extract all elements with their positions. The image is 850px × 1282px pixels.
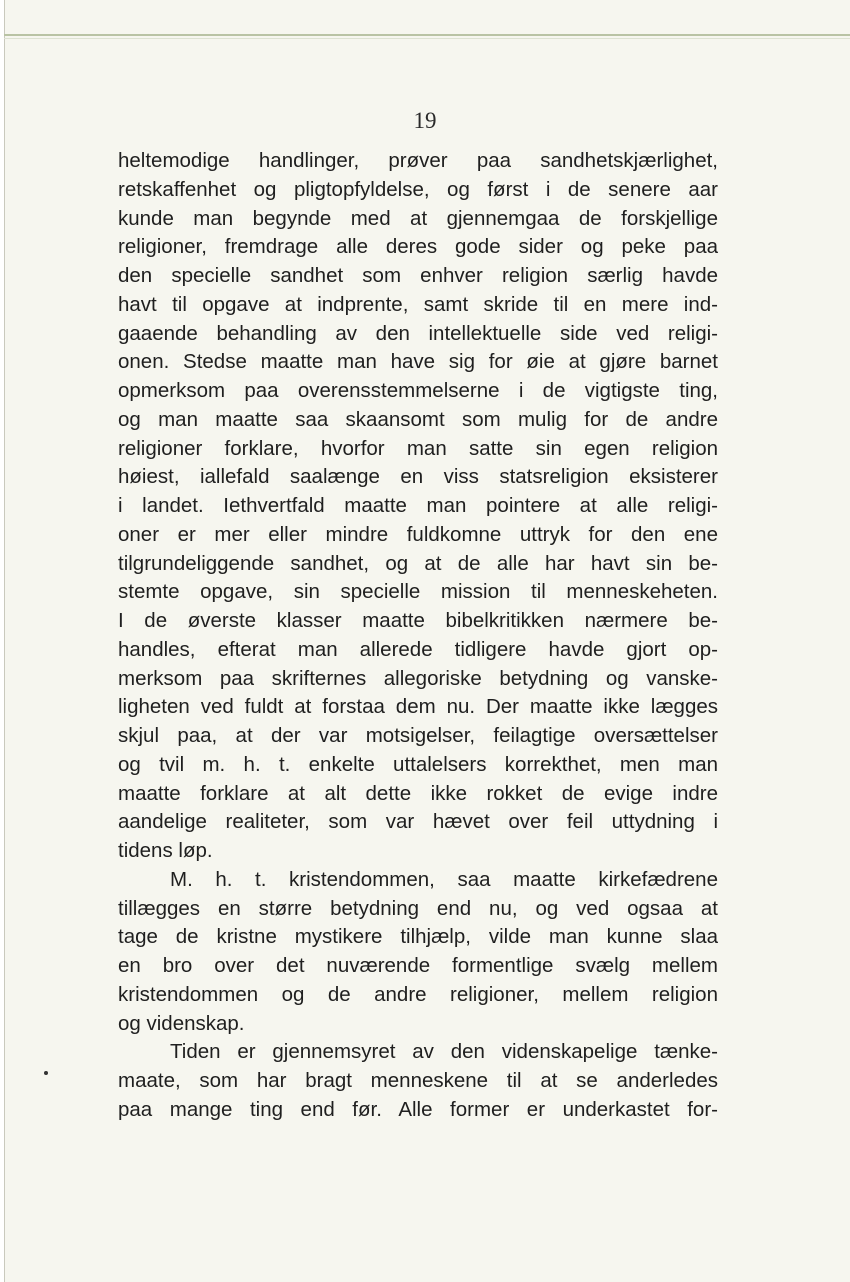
- text-line: Tiden er gjennemsyret av den videnskapelige tænke-: [170, 1040, 718, 1064]
- page-top-rule: [4, 34, 850, 36]
- text-line: handles, efterat man allerede tidligere havde gjort op-: [118, 637, 718, 661]
- text-line: stemte opgave, sin specielle mission til menneskeheten.: [118, 580, 718, 604]
- text-line: i landet. Iethvertfald maatte man pointere at alle religi-: [118, 494, 718, 517]
- text-line: en bro over det nuværende formentlige svælg mellem: [118, 954, 718, 977]
- text-line: og videnskap.: [118, 1011, 245, 1035]
- page-number: 19: [413, 108, 437, 133]
- text-line: og tvil m. h. t. enkelte uttalelsers korrekthet, men man: [118, 752, 718, 776]
- text-line: tillægges en større betydning end nu, og ved ogsaa at: [118, 896, 718, 920]
- text-line: tilgrundeliggende sandhet, og at de alle har havt sin be-: [118, 551, 718, 575]
- text-line: skjul paa, at der var motsigelser, feilagtige oversættelser: [118, 724, 718, 747]
- text-line: religioner, fremdrage alle deres gode sider og peke paa: [118, 235, 718, 259]
- text-line: onen. Stedse maatte man have sig for øie at gjøre barnet: [118, 350, 718, 374]
- text-line: ligheten ved fuldt at forstaa dem nu. Der maatte ikke lægges: [118, 695, 718, 719]
- text-line: I de øverste klasser maatte bibelkritikken nærmere be-: [118, 609, 718, 632]
- print-speck: [44, 1071, 48, 1075]
- text-line: M. h. t. kristendommen, saa maatte kirkefædrene: [170, 867, 718, 891]
- text-line: retskaffenhet og pligtopfyldelse, og først i de senere aar: [118, 177, 718, 201]
- text-line: heltemodige handlinger, prøver paa sandhetskjærlighet,: [118, 149, 718, 172]
- text-line: den specielle sandhet som enhver religion særlig havde: [118, 264, 718, 287]
- text-line: tidens løp.: [118, 839, 213, 862]
- page-top-rule-shadow: [4, 38, 850, 39]
- text-line: havt til opgave at indprente, samt skride til en mere ind-: [118, 292, 718, 316]
- text-line: maatte forklare at alt dette ikke rokket de evige indre: [118, 781, 718, 805]
- text-line: oner er mer eller mindre fuldkomne uttryk for den ene: [118, 522, 718, 546]
- text-line: tage de kristne mystikere tilhjælp, vilde man kunne slaa: [118, 925, 718, 949]
- text-line: merksom paa skrifternes allegoriske betydning og vanske-: [118, 666, 718, 690]
- text-line: religioner forklare, hvorfor man satte sin egen religion: [118, 436, 718, 460]
- body-text: [118, 147, 718, 1125]
- text-line: og man maatte saa skaansomt som mulig for de andre: [118, 407, 718, 431]
- text-line: opmerksom paa overensstemmelserne i de vigtigste ting,: [118, 379, 718, 402]
- text-line: høiest, iallefald saalænge en viss statsreligion eksisterer: [118, 465, 718, 489]
- text-line: kristendommen og de andre religioner, mellem religion: [118, 982, 718, 1006]
- text-line: gaaende behandling av den intellektuelle side ved religi-: [118, 321, 718, 345]
- text-line: aandelige realiteter, som var hævet over feil uttydning i: [118, 810, 718, 834]
- text-line: paa mange ting end før. Alle former er underkastet for-: [118, 1097, 718, 1121]
- text-line: maate, som har bragt menneskene til at se anderledes: [118, 1069, 718, 1092]
- text-line: kunde man begynde med at gjennemgaa de forskjellige: [118, 206, 718, 230]
